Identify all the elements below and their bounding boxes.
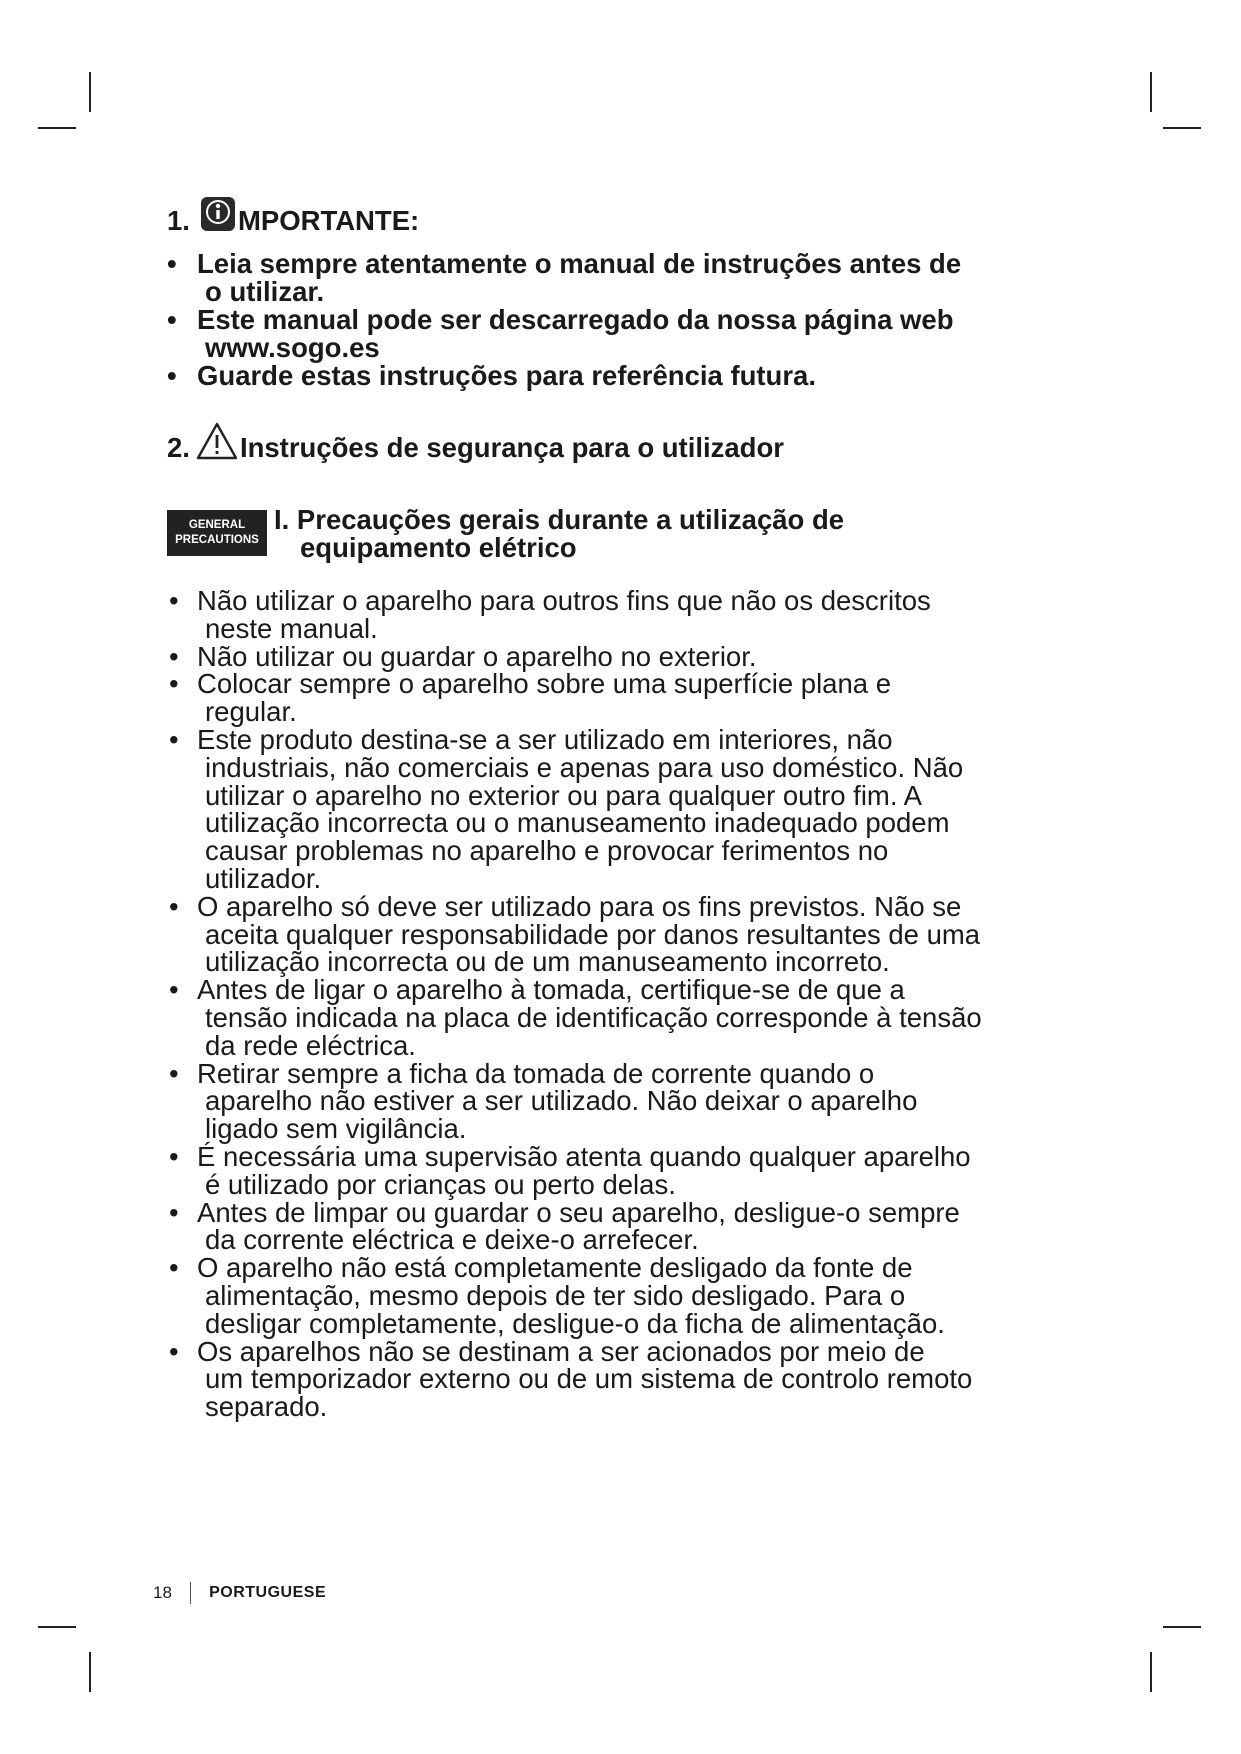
page-number: 18 (153, 1583, 172, 1602)
precaution-item (167, 1335, 1087, 1423)
precaution-text: • Este produto destina-se a ser utilizado em interiores, não (197, 723, 893, 755)
precaution-text: utilizar o aparelho no exterior ou para qualquer outro fim. A (205, 779, 922, 811)
precaution-text: separado. (205, 1391, 328, 1423)
precaution-item (167, 1057, 1087, 1145)
list-item-text: Leia sempre atentamente o manual de instruções antes de (197, 248, 962, 279)
precaution-item (167, 587, 1087, 643)
precaution-item (167, 640, 1087, 672)
info-icon (200, 196, 236, 232)
list-item-text: Guarde estas instruções para referência futura. (197, 360, 816, 391)
subsection-title (274, 506, 844, 562)
section-2-heading (167, 427, 784, 467)
crop-mark-top-left-vertical (89, 72, 91, 112)
precaution-text: utilização incorrecta ou de um manuseamento incorreto. (205, 946, 890, 978)
precaution-text: • Antes de limpar ou guardar o seu aparelho, desligue-o sempre (197, 1196, 960, 1228)
general-precautions-badge (167, 510, 267, 556)
subsection-title-line: equipamento elétrico (300, 532, 577, 563)
precaution-text: • Colocar sempre o aparelho sobre uma superfície plana e (197, 668, 891, 700)
precaution-item (167, 976, 1087, 1059)
precaution-item (167, 723, 1087, 894)
precaution-text: alimentação, mesmo depois de ter sido desligado. Para o (205, 1279, 906, 1311)
precaution-text: • Não utilizar ou guardar o aparelho no exterior. (197, 640, 757, 672)
precaution-text: é utilizado por crianças ou perto delas. (205, 1168, 676, 1200)
crop-mark-top-left-horizontal (38, 127, 76, 129)
crop-mark-bottom-left-vertical (89, 1652, 91, 1692)
badge-line: GENERAL (188, 519, 246, 531)
precaution-item (167, 1254, 1087, 1337)
subsection-title-line: I. Precauções gerais durante a utilização de (274, 504, 845, 535)
precautions-list (167, 587, 1087, 1421)
precaution-text: • Não utilizar o aparelho para outros fins que não os descritos (197, 585, 931, 616)
precaution-text: • Os aparelhos não se destinam a ser acionados por meio de (197, 1335, 925, 1367)
website-link[interactable]: www.sogo.es (205, 332, 380, 363)
precaution-text: da rede eléctrica. (205, 1029, 416, 1061)
precaution-item (167, 670, 1087, 726)
crop-mark-top-right-vertical (1150, 72, 1152, 112)
precaution-text: • Retirar sempre a ficha da tomada de corrente quando o (197, 1057, 875, 1089)
precaution-text: regular. (205, 696, 297, 728)
crop-mark-bottom-right-horizontal (1163, 1626, 1201, 1628)
section-2-number: 2. (167, 431, 190, 463)
list-item-text: Este manual pode ser descarregado da nossa página web (197, 304, 954, 335)
crop-mark-bottom-right-vertical (1150, 1652, 1152, 1692)
precaution-text: desligar completamente, desligue-o da ficha de alimentação. (205, 1307, 945, 1339)
footer-language: PORTUGUESE (209, 1584, 327, 1601)
precaution-text: tensão indicada na placa de identificação corresponde à tensão (205, 1001, 982, 1033)
warning-icon (196, 421, 238, 461)
section-1-title: MPORTANTE: (237, 204, 420, 236)
precaution-text: • Antes de ligar o aparelho à tomada, certifique-se de que a (197, 974, 905, 1006)
page-footer (153, 1582, 326, 1604)
list-item (167, 250, 961, 306)
list-item (167, 306, 961, 362)
precaution-item (167, 1196, 1087, 1256)
precaution-text: aparelho não estiver a ser utilizado. Não deixar o aparelho (205, 1085, 918, 1117)
precaution-item (167, 1140, 1087, 1200)
precaution-text: neste manual. (205, 612, 378, 644)
precaution-text: utilizador. (205, 862, 322, 894)
list-item-text: o utilizar. (205, 276, 325, 307)
precaution-text: da corrente eléctrica e deixe-o arrefecer. (205, 1224, 699, 1256)
precaution-text: ligado sem vigilância. (205, 1113, 467, 1145)
precaution-text: um temporizador externo ou de um sistema de controlo remoto (205, 1363, 973, 1395)
section-1-heading (167, 202, 419, 238)
section-1-number: 1. (167, 204, 190, 236)
precaution-text: industriais, não comerciais e apenas para uso doméstico. Não (205, 751, 964, 783)
section-2-title: Instruções de segurança para o utilizador (239, 431, 784, 463)
precaution-text: aceita qualquer responsabilidade por danos resultantes de uma (205, 918, 981, 950)
precaution-text: • O aparelho só deve ser utilizado para os fins previstos. Não se (197, 890, 962, 922)
precaution-text: causar problemas no aparelho e provocar ferimentos no (205, 835, 889, 867)
crop-mark-bottom-left-horizontal (38, 1626, 76, 1628)
precaution-text: • O aparelho não está completamente desligado da fonte de (197, 1252, 913, 1284)
list-item (167, 362, 961, 390)
crop-mark-top-right-horizontal (1163, 127, 1201, 129)
footer-divider (190, 1582, 191, 1604)
precaution-text: utilização incorrecta ou o manuseamento inadequado podem (205, 807, 950, 839)
precaution-text: • É necessária uma supervisão atenta quando qualquer aparelho (197, 1140, 971, 1172)
badge-line: PRECAUTIONS (175, 534, 259, 546)
precaution-item (167, 890, 1087, 978)
important-list (167, 250, 961, 390)
